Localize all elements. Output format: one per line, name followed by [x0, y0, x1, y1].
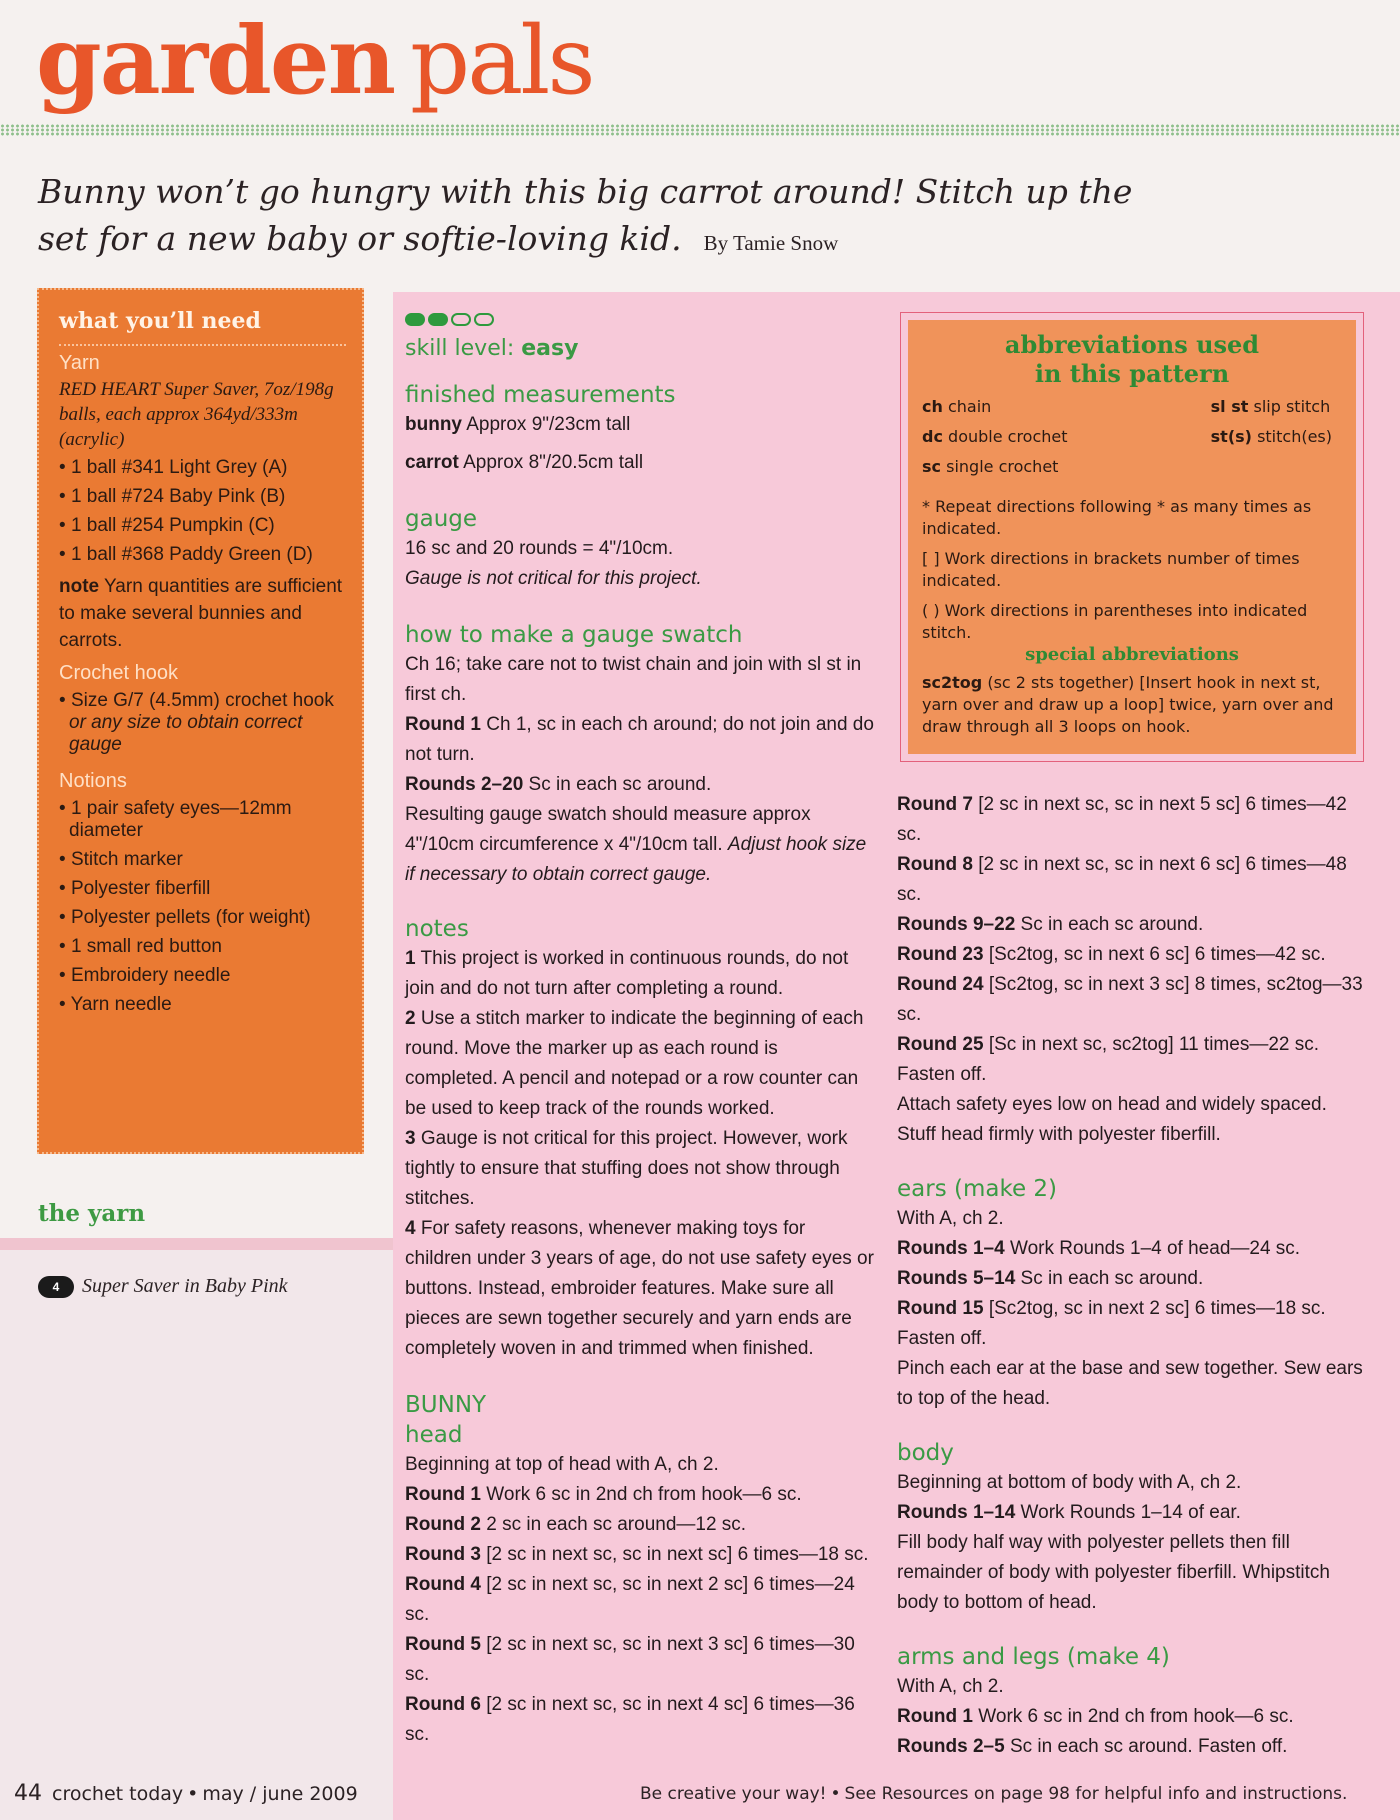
round-line: Rounds 2–5 Sc in each sc around. Fasten off. [897, 1736, 1288, 1757]
head-intro: Beginning at top of head with A, ch 2. [405, 1454, 719, 1475]
yarn-weight-icon: 4 [38, 1276, 74, 1298]
body-finish: Fill body half way with polyester pellets then fill remainder of body with polyester fiberfill. Whipstitch body to bottom of head. [897, 1532, 1330, 1613]
ears-rounds [897, 1234, 1367, 1354]
footer-right: Be creative your way! • See Resources on page 98 for helpful info and instructions. [640, 1784, 1348, 1804]
note-item: 1 This project is worked in continuous rounds, do not join and do not turn after completing a round. [405, 948, 849, 999]
round-line: Round 2 2 sc in each sc around—12 sc. [405, 1514, 747, 1535]
round-line: Round 3 [2 sc in next sc, sc in next sc] 6 times—18 sc. [405, 1544, 869, 1565]
swatch-rounds-2-20: Rounds 2–20 Sc in each sc around. [405, 774, 712, 795]
special-abbr: sc2tog (sc 2 sts together) [Insert hook in next st, yarn over and draw up a loop] twice, yarn over and draw through all 3 loops on hook. [922, 673, 1334, 736]
the-yarn-line: 4 Super Saver in Baby Pink [38, 1275, 288, 1298]
what-you-need-box [37, 288, 364, 1154]
list-item: • 1 ball #724 Baby Pink (B) [59, 486, 286, 507]
divider-strip [0, 1238, 393, 1250]
abbreviations-box [900, 312, 1364, 762]
list-item: • 1 small red button [59, 936, 222, 957]
hook-item: • Size G/7 (4.5mm) crochet hook or any size to obtain correct gauge [59, 690, 334, 755]
repeat-note: * Repeat directions following * as many times as indicated. [922, 497, 1312, 538]
list-item: • Polyester fiberfill [59, 878, 211, 899]
arms-heading: arms and legs (make 4) [897, 1644, 1170, 1670]
abbr-right-list [1211, 396, 1332, 486]
round-line: Round 8 [2 sc in next sc, sc in next 6 sc] 6 times—48 sc. [897, 854, 1347, 905]
swatch-intro: Ch 16; take care not to twist chain and join with sl st in first ch. [405, 654, 862, 705]
note-item: 3 Gauge is not critical for this project. However, work tightly to ensure that stuffing does not show through stitches. [405, 1128, 848, 1209]
arms-rounds [897, 1702, 1367, 1762]
round-line: Rounds 9–22 Sc in each sc around. [897, 914, 1204, 935]
list-item: • Stitch marker [59, 849, 183, 870]
list-item: • 1 pair safety eyes—12mm diameter [59, 798, 292, 841]
round-line: Round 15 [Sc2tog, sc in next 2 sc] 6 times—18 sc. Fasten off. [897, 1298, 1326, 1349]
ears-finish: Pinch each ear at the base and sew together. Sew ears to top of the head. [897, 1358, 1363, 1409]
round-line: Round 1 Work 6 sc in 2nd ch from hook—6 sc. [405, 1484, 802, 1505]
round-line: Rounds 1–4 Work Rounds 1–4 of head—24 sc. [897, 1238, 1301, 1259]
yarn-list [59, 457, 346, 566]
head-finish: Attach safety eyes low on head and widely spaced. Stuff head firmly with polyester fiberfill. [897, 1094, 1327, 1145]
swatch-heading: how to make a gauge swatch [405, 622, 743, 648]
gauge-heading: gauge [405, 506, 478, 532]
round-line: Round 5 [2 sc in next sc, sc in next 3 sc] 6 times—30 sc. [405, 1634, 855, 1685]
abbr-item: sc single crochet [922, 457, 1059, 476]
dotted-divider [0, 124, 1400, 136]
notes-list [405, 944, 875, 1364]
abbr-left-list [922, 396, 1068, 486]
head-rounds-cont [897, 790, 1367, 1090]
abbreviations-heading: abbreviations used in this pattern [1004, 330, 1260, 388]
yarn-label: Yarn [59, 352, 100, 374]
notions-list [59, 798, 346, 1016]
head-rounds [405, 1480, 875, 1750]
page-title: garden pals [36, 6, 593, 116]
abbr-item: ch chain [922, 397, 992, 416]
paren-note: ( ) Work directions in parentheses into indicated stitch. [922, 601, 1308, 642]
bunny-size: bunny Approx 9"/23cm tall [405, 414, 631, 435]
ears-intro: With A, ch 2. [897, 1208, 1004, 1229]
notions-label: Notions [59, 770, 127, 792]
the-yarn-heading: the yarn [38, 1200, 146, 1227]
note: note Yarn quantities are sufficient to make several bunnies and carrots. [59, 576, 343, 651]
gauge-text: 16 sc and 20 rounds = 4"/10cm. [405, 538, 674, 559]
round-line: Round 7 [2 sc in next sc, sc in next 5 sc] 6 times—42 sc. [897, 794, 1347, 845]
note-item: 2 Use a stitch marker to indicate the beginning of each round. Move the marker up as each round is completed. A pencil and notepad or a row counter can be used to keep track of the rounds worked. [405, 1008, 864, 1119]
bracket-note: [ ] Work directions in brackets number of times indicated. [922, 549, 1300, 590]
arms-intro: With A, ch 2. [897, 1676, 1004, 1697]
skill-level: skill level: easy [405, 336, 579, 361]
finished-heading: finished measurements [405, 382, 676, 408]
list-item: • 1 ball #341 Light Grey (A) [59, 457, 288, 478]
head-heading: head [405, 1422, 463, 1448]
round-line: Rounds 5–14 Sc in each sc around. [897, 1268, 1204, 1289]
list-item: • 1 ball #254 Pumpkin (C) [59, 515, 275, 536]
body-heading: body [897, 1440, 954, 1466]
round-line: Round 24 [Sc2tog, sc in next 3 sc] 8 times, sc2tog—33 sc. [897, 974, 1363, 1025]
abbr-item: st(s) stitch(es) [1210, 427, 1332, 446]
right-column [897, 790, 1367, 1762]
round-line: Round 25 [Sc in next sc, sc2tog] 11 times—22 sc. Fasten off. [897, 1034, 1320, 1085]
swatch-round-1: Round 1 Ch 1, sc in each ch around; do not join and do not turn. [405, 714, 874, 765]
sidebar-heading: what you’ll need [59, 308, 346, 346]
byline: By Tamie Snow [703, 231, 839, 255]
round-line: Round 1 Work 6 sc in 2nd ch from hook—6 sc. [897, 1706, 1294, 1727]
list-item: • Polyester pellets (for weight) [59, 907, 311, 928]
round-line: Round 4 [2 sc in next sc, sc in next 2 sc] 6 times—24 sc. [405, 1574, 855, 1625]
bottom-left-panel [0, 1246, 393, 1820]
bunny-heading: BUNNY [405, 1392, 487, 1418]
round-line: Round 23 [Sc2tog, sc in next 6 sc] 6 times—42 sc. [897, 944, 1326, 965]
hook-label: Crochet hook [59, 662, 178, 684]
body-round: Rounds 1–14 Work Rounds 1–14 of ear. [897, 1502, 1241, 1523]
abbr-item: dc double crochet [922, 427, 1068, 446]
skill-level-icon [405, 310, 875, 328]
notes-heading: notes [405, 916, 469, 942]
yarn-desc: RED HEART Super Saver, 7oz/198g balls, each approx 364yd/333m (acrylic) [59, 379, 334, 450]
gauge-italic: Gauge is not critical for this project. [405, 568, 702, 589]
carrot-size: carrot Approx 8"/20.5cm tall [405, 452, 644, 473]
subtitle: Bunny won’t go hungry with this big carrot around! Stitch up the set for a new baby or softie-loving kid. By Tamie Snow [38, 172, 1133, 258]
page-number: 44 [14, 1781, 42, 1806]
body-intro: Beginning at bottom of body with A, ch 2. [897, 1472, 1242, 1493]
footer-left: 44 crochet today • may / june 2009 [14, 1781, 358, 1806]
list-item: • Embroidery needle [59, 965, 231, 986]
special-heading: special abbreviations [1025, 644, 1239, 665]
ears-heading: ears (make 2) [897, 1176, 1058, 1202]
round-line: Round 6 [2 sc in next sc, sc in next 4 sc] 6 times—36 sc. [405, 1694, 855, 1745]
swatch-result: Resulting gauge swatch should measure approx 4"/10cm circumference x 4"/10cm tall. Adjust hook size if necessary to obtain correct gauge. [405, 804, 867, 885]
note-item: 4 For safety reasons, whenever making toys for children under 3 years of age, do not use safety eyes or buttons. Instead, embroider features. Make sure all pieces are sewn together securely and yarn ends are completely woven in and trimmed when finished. [405, 1218, 874, 1359]
middle-column [405, 310, 875, 1750]
list-item: • 1 ball #368 Paddy Green (D) [59, 544, 313, 565]
abbr-item: sl st slip stitch [1210, 397, 1331, 416]
list-item: • Yarn needle [59, 994, 172, 1015]
